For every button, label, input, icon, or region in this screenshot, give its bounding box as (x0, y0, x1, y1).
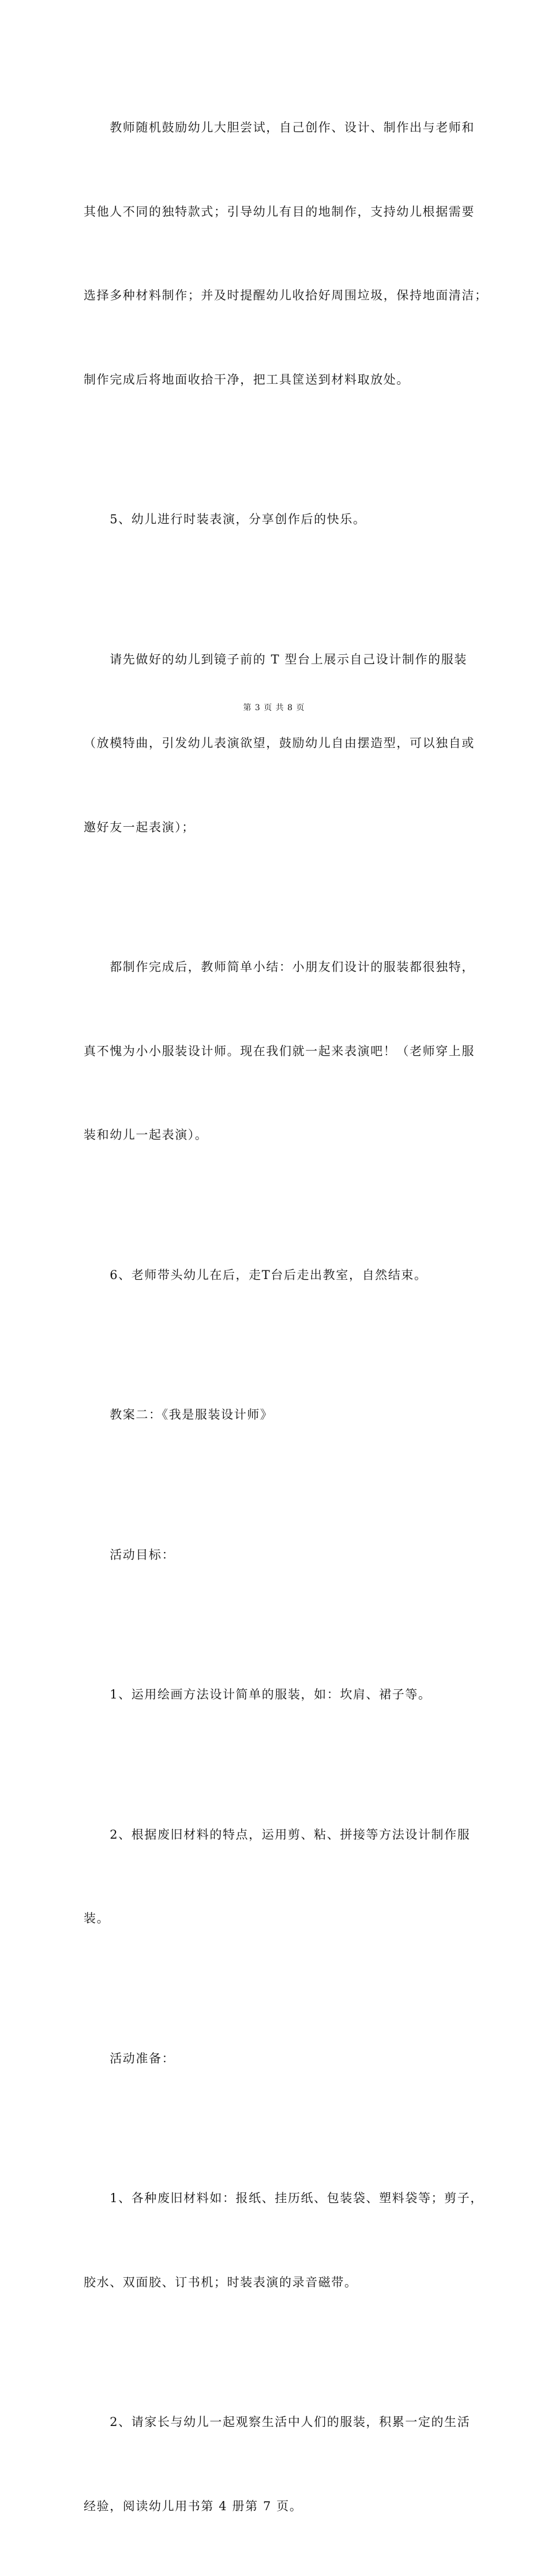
text-line: 胶水、双面胶、订书机；时装表演的录音磁带。 (84, 2275, 358, 2289)
page-number-footer: 第 3 页 共 8 页 (243, 703, 305, 713)
subheading (84, 1485, 476, 1625)
text-line: 邀好友一起表演）； (84, 820, 195, 834)
paragraph (84, 1205, 476, 1345)
text-line: 教师随机鼓励幼儿大胆尝试，自己创作、设计、制作出与老师和 (84, 121, 475, 134)
list-item (84, 2128, 483, 2352)
text-line: 制作完成后将地面收拾干净，把工具筐送到材料取放处。 (84, 372, 410, 387)
text-line: 真不愧为小小服装设计师。现在我们就一起来表演吧！（老师穿上服 (84, 1044, 475, 1058)
text-line: 2、根据废旧材料的特点，运用剪、粘、拼接等方法设计制作服 (84, 1827, 471, 1842)
list-item (84, 2352, 476, 2576)
text-line: 请先做好的幼儿到镜子前的 T 型台上展示自己设计制作的服装 (84, 652, 467, 666)
subheading (84, 1989, 476, 2129)
text-line: 装。 (84, 1911, 110, 1925)
text-line: 1、各种废旧材料如：报纸、挂历纸、包装袋、塑料袋等；剪子， (84, 2191, 483, 2205)
text-line: 1、运用绘画方法设计简单的服装，如：坎肩、裙子等。 (84, 1688, 431, 1701)
text-line: 其他人不同的独特款式；引导幼儿有目的地制作，支持幼儿根据需要 (84, 204, 475, 219)
document-body (84, 58, 488, 2576)
paragraph (84, 449, 476, 590)
section-heading (84, 1345, 476, 1485)
text-line: 经验，阅读幼儿用书第 4 册第 7 页。 (84, 2499, 303, 2513)
text-line: 教案二：《我是服装设计师》 (84, 1408, 273, 1422)
list-item (84, 1625, 476, 1765)
paragraph (84, 590, 476, 898)
text-line: 2、请家长与幼儿一起观察生活中人们的服装，积累一定的生活 (84, 2415, 471, 2429)
list-item (84, 1765, 476, 1989)
text-line: （放模特曲，引发幼儿表演欲望，鼓励幼儿自由摆造型，可以独自或 (84, 736, 475, 750)
paragraph (84, 897, 476, 1205)
text-line: 装和幼儿一起表演）。 (84, 1128, 208, 1142)
text-line: 5、幼儿进行时装表演，分享创作后的快乐。 (84, 512, 366, 526)
text-line: 活动目标： (84, 1547, 175, 1562)
paragraph (84, 58, 488, 449)
text-line: 6、老师带头幼儿在后，走T台后走出教室，自然结束。 (84, 1268, 427, 1282)
text-line: 选择多种材料制作；并及时提醒幼儿收拾好周围垃圾，保持地面清洁； (84, 288, 488, 302)
text-line: 都制作完成后，教师简单小结：小朋友们设计的服装都很独特， (84, 960, 475, 974)
text-line: 活动准备： (84, 2051, 175, 2065)
